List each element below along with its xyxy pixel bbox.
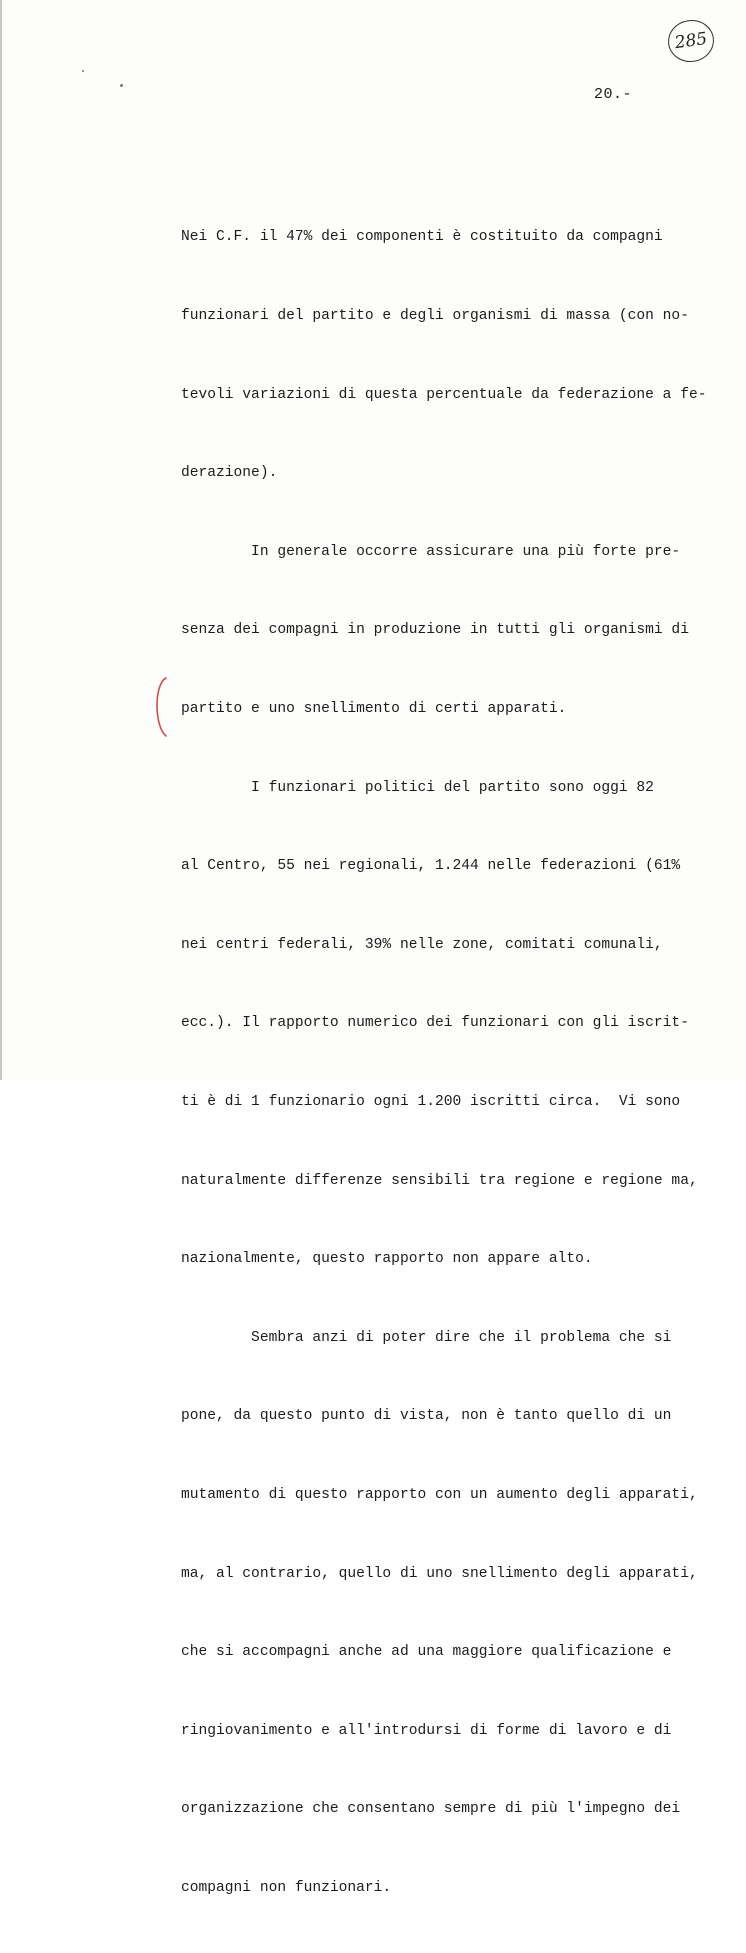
text-line: I funzionari politici del partito sono oggi 82 — [181, 779, 654, 796]
text-line: pone, da questo punto di vista, non è tanto quello di un — [181, 1408, 672, 1425]
text-line: nazionalmente, questo rapporto non appare alto. — [181, 1251, 593, 1268]
text-line: tevoli variazioni di questa percentuale da federazione a fe- — [181, 386, 707, 403]
text-line: partito e uno snellimento di certi apparati. — [181, 700, 567, 717]
text-line: ti è di 1 funzionario ogni 1.200 iscritti circa. Vi sono — [181, 1093, 681, 1110]
text-line: nei centri federali, 39% nelle zone, comitati comunali, — [181, 936, 663, 953]
archive-stamp: 285 — [665, 17, 716, 65]
text-line: ma, al contrario, quello di uno snellimento degli apparati, — [181, 1565, 698, 1582]
text-line: ecc.). Il rapporto numerico dei funzionari con gli iscrit- — [181, 1015, 689, 1032]
page-number: 20.- — [594, 86, 633, 103]
text-line: compagni non funzionari. — [181, 1879, 392, 1896]
text-line: organizzazione che consentano sempre di più l'impegno dei — [181, 1801, 681, 1818]
text-line: In generale occorre assicurare una più forte pre- — [181, 543, 681, 560]
text-line: derazione). — [181, 465, 278, 482]
text-line: che si accompagni anche ad una maggiore qualificazione e — [181, 1644, 672, 1661]
text-line: funzionari del partito e degli organismi di massa (con no- — [181, 308, 689, 324]
text-line: ringiovanimento e all'introdursi di forme di lavoro e di — [181, 1722, 672, 1739]
text-line: mutamento di questo rapporto con un aumento degli apparati, — [181, 1486, 698, 1503]
text-line: Sembra anzi di poter dire che il problema che si — [181, 1329, 672, 1346]
body-text — [181, 172, 711, 1953]
paper-speck — [120, 84, 123, 87]
text-line: senza dei compagni in produzione in tutti gli organismi di — [181, 622, 689, 639]
paper-speck — [82, 70, 84, 72]
text-line: Nei C.F. il 47% dei componenti è costituito da compagni — [181, 229, 663, 246]
margin-bracket-mark — [150, 676, 170, 738]
text-line: naturalmente differenze sensibili tra regione e regione ma, — [181, 1172, 698, 1189]
text-line: al Centro, 55 nei regionali, 1.244 nelle federazioni (61% — [181, 858, 681, 875]
